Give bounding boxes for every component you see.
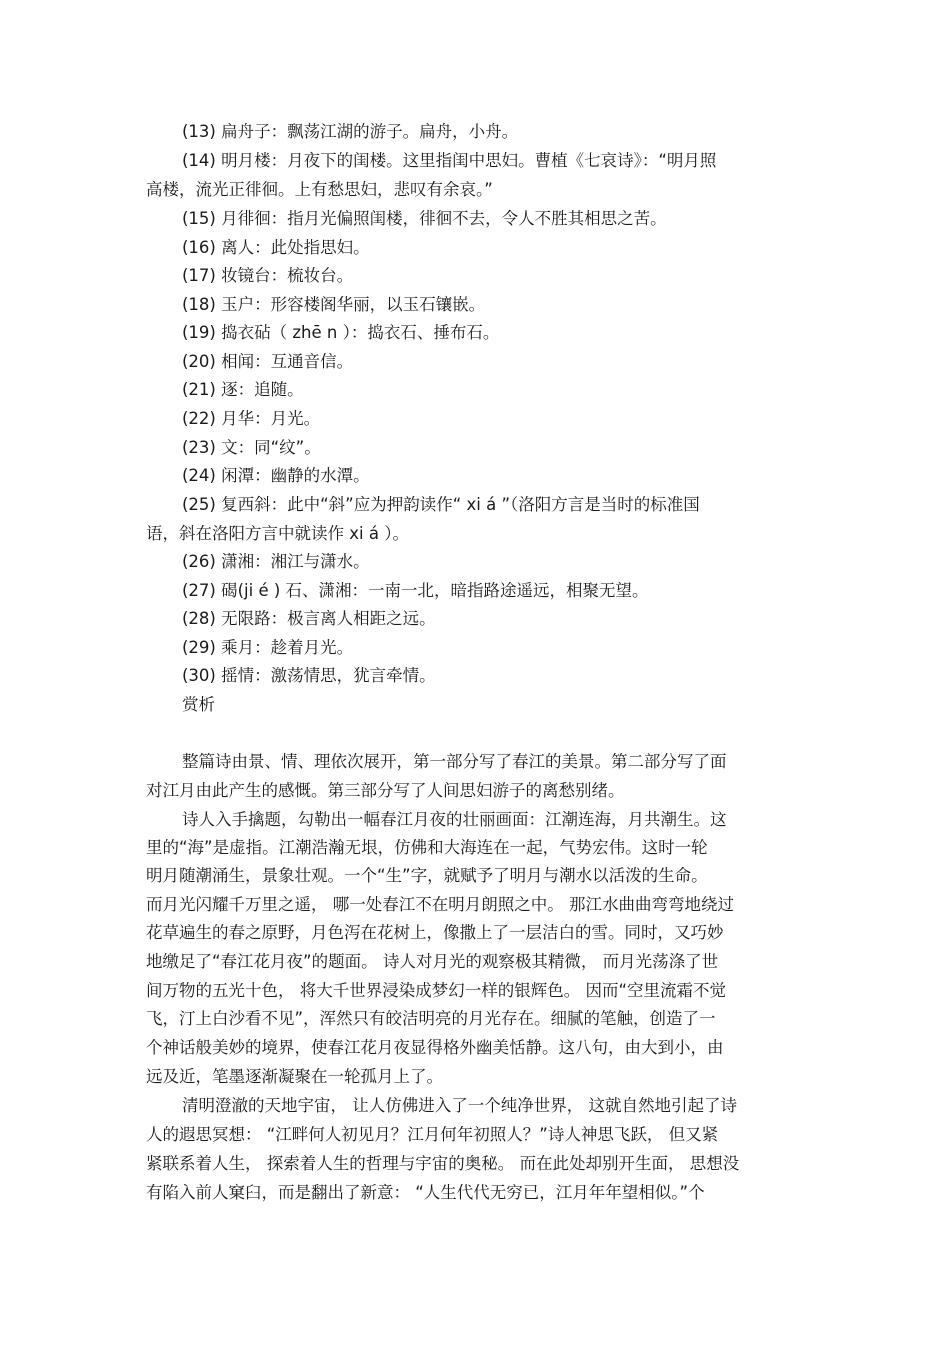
note-20: (20) 相闻：互通音信。 <box>182 352 354 371</box>
analysis-line: 整篇诗由景、情、理依次展开，第一部分写了春江的美景。第二部分写了面 <box>182 752 727 771</box>
analysis-line: 紧联系着人生， 探索着人生的哲理与宇宙的奥秘。 而在此处却别开生面， 思想没 <box>146 1154 740 1173</box>
note-24: (24) 闲潭：幽静的水潭。 <box>182 466 370 485</box>
analysis-line: 清明澄澈的天地宇宙， 让人仿佛进入了一个纯净世界， 这就自然地引起了诗 <box>182 1096 737 1115</box>
note-23: (23) 文：同“纹”。 <box>182 438 321 457</box>
analysis-line: 地缴足了“春江花月夜”的题面。 诗人对月光的观察极其精微， 而月光荡涤了世 <box>146 952 719 971</box>
analysis-line: 间万物的五光十色， 将大千世界浸染成梦幻一样的银辉色。 因而“空里流霜不觉 <box>146 981 727 1000</box>
note-26: (26) 潇湘：湘江与潇水。 <box>182 552 370 571</box>
note-22: (22) 月华：月光。 <box>182 409 321 428</box>
analysis-line: 对江月由此产生的感慨。第三部分写了人间思妇游子的离愁别绪。 <box>146 781 625 800</box>
analysis-line: 远及近，笔墨逐渐凝聚在一轮孤月上了。 <box>146 1067 443 1086</box>
note-16: (16) 离人：此处指思妇。 <box>182 238 370 257</box>
note-17: (17) 妆镜台：梳妆台。 <box>182 266 354 285</box>
note-15: (15) 月徘徊：指月光偏照闺楼，徘徊不去，令人不胜其相思之苦。 <box>182 209 667 228</box>
note-30: (30) 摇情：激荡情思，犹言牵情。 <box>182 666 436 685</box>
note-13: (13) 扁舟子：飘荡江湖的游子。扁舟，小舟。 <box>182 122 519 141</box>
analysis-line: 人的遐思冥想： “江畔何人初见月？江月何年初照人？”诗人神思飞跃， 但又紧 <box>146 1125 719 1144</box>
note-25-continued: 语，斜在洛阳方言中就读作 xi á ）。 <box>146 524 409 543</box>
analysis-line: 诗人入手擒题，勾勒出一幅春江月夜的壮丽画面：江潮连海，月共潮生。这 <box>182 810 727 829</box>
note-14: (14) 明月楼：月夜下的闺楼。这里指闺中思妇。曹植《七哀诗》：“明月照 <box>182 151 717 170</box>
note-21: (21) 逐：追随。 <box>182 380 304 399</box>
note-27: (27) 碣(ji é ) 石、潇湘：一南一北，暗指路途遥远，相聚无望。 <box>182 581 649 600</box>
analysis-line: 而月光闪耀千万里之遥， 哪一处春江不在明月朗照之中。 那江水曲曲弯弯地绕过 <box>146 895 734 914</box>
analysis-line: 飞，汀上白沙看不见”，浑然只有皎洁明亮的月光存在。细腻的笔触，创造了一 <box>146 1009 716 1028</box>
analysis-line: 明月随潮涌生，景象壮观。一个“生”字，就赋予了明月与潮水以活泼的生命。 <box>146 866 708 885</box>
note-19: (19) 捣衣砧（ zhē n ）：捣衣石、捶布石。 <box>182 323 500 342</box>
note-14-continued: 高楼，流光正徘徊。上有愁思妇，悲叹有余哀。” <box>146 180 493 199</box>
note-25: (25) 复西斜：此中“斜”应为押韵读作“ xi á ”（洛阳方言是当时的标准国 <box>182 495 700 514</box>
analysis-line: 里的“海”是虚指。江潮浩瀚无垠，仿佛和大海连在一起，气势宏伟。这时一轮 <box>146 838 708 857</box>
note-18: (18) 玉户：形容楼阁华丽，以玉石镶嵌。 <box>182 295 486 314</box>
analysis-line: 花草遍生的春之原野，月色泻在花树上，像撒上了一层洁白的雪。同时，又巧妙 <box>146 923 724 942</box>
analysis-line: 个神话般美妙的境界，使春江花月夜显得格外幽美恬静。这八句，由大到小，由 <box>146 1038 724 1057</box>
note-28: (28) 无限路：极言离人相距之远。 <box>182 609 436 628</box>
note-29: (29) 乘月：趁着月光。 <box>182 638 354 657</box>
analysis-line: 有陷入前人窠臼，而是翻出了新意： “人生代代无穷已，江月年年望相似。”个 <box>146 1183 705 1202</box>
section-title: 赏析 <box>182 695 215 714</box>
